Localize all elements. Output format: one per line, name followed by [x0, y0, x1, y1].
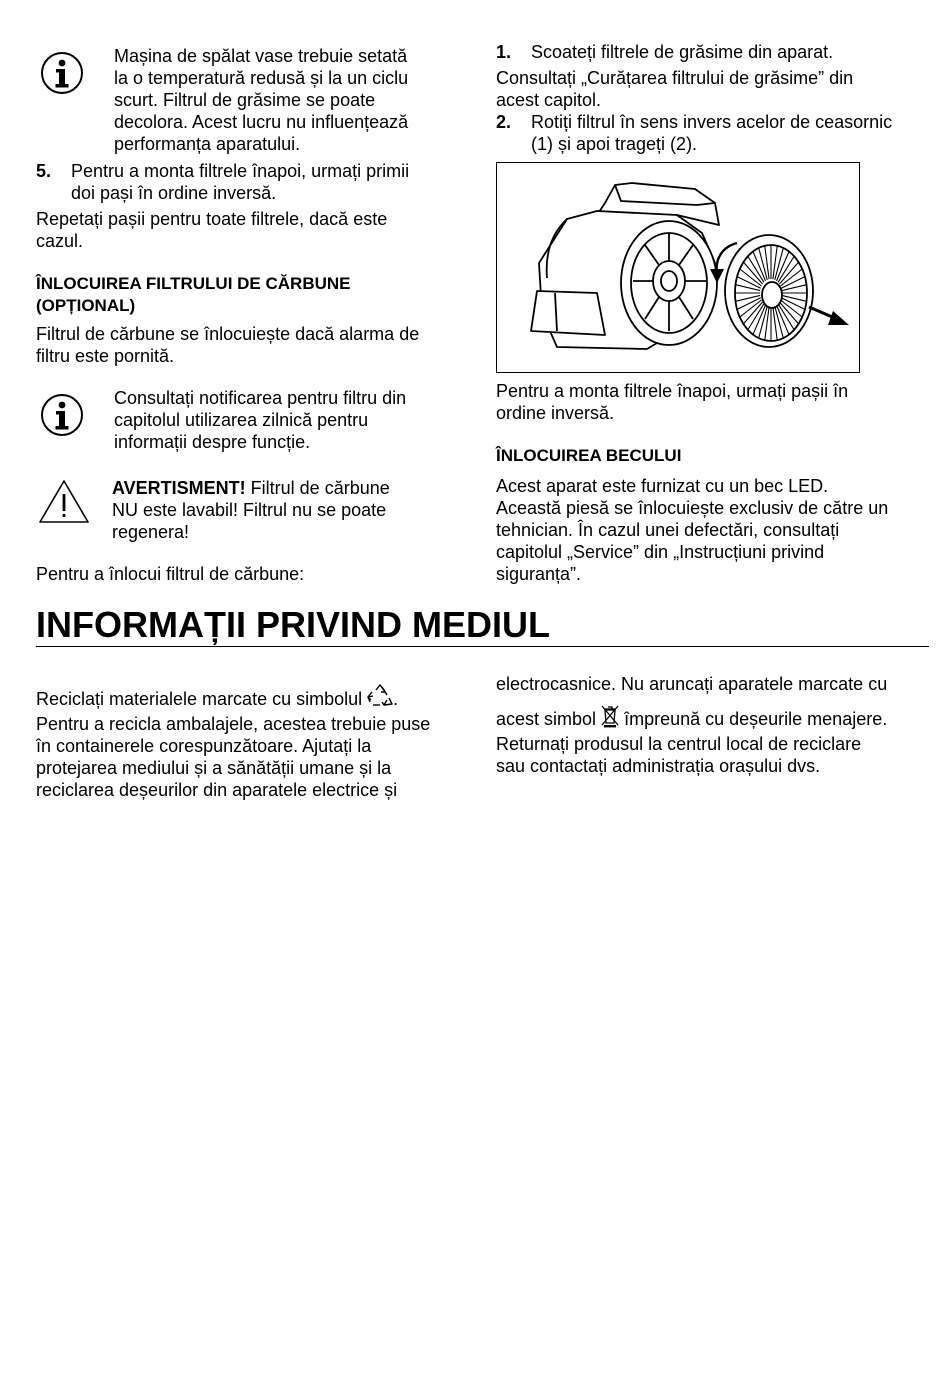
left-column — [36, 45, 466, 585]
info-note-filter — [36, 387, 466, 453]
text-line: informații despre funcție. — [114, 432, 311, 452]
text-line: Acest aparat este furnizat cu un bec LED. — [496, 476, 829, 496]
text-line: capitolul „Service” din „Instrucțiuni privind — [496, 542, 825, 562]
step-2 — [496, 111, 936, 155]
carbon-filter-removal-illustration — [496, 162, 860, 373]
warning-text — [112, 477, 466, 543]
consult-paragraph — [496, 67, 936, 111]
text-line: ordine inversă. — [496, 403, 615, 423]
text-line: performanța aparatului. — [114, 134, 301, 154]
text-line: protejarea mediului și a sănătății umane și la — [36, 758, 392, 778]
info-note-text — [114, 45, 466, 155]
text-line: filtru este pornită. — [36, 346, 175, 366]
text-line: Repetați pașii pentru toate filtrele, dacă este — [36, 209, 388, 229]
text-line: Consultați „Curățarea filtrului de grăsime” din — [496, 68, 854, 88]
text-line: sau contactați administrația orașului dvs. — [496, 756, 821, 776]
step-number: 1. — [496, 42, 512, 62]
text-line: Pentru a monta filtrele înapoi, urmați primii — [71, 161, 410, 181]
text-line: siguranța”. — [496, 564, 582, 584]
warning-text-first: Filtrul de cărbune — [245, 478, 390, 498]
text-line: NU este lavabil! Filtrul nu se poate — [112, 500, 387, 520]
info-note-dishwasher — [36, 45, 466, 155]
step-number: 5. — [36, 161, 52, 181]
text-line: Returnați produsul la centrul local de reciclare — [496, 734, 862, 754]
step-number: 2. — [496, 112, 512, 132]
weee-text-a: acest simbol — [496, 709, 597, 729]
warning-label: AVERTISMENT! — [112, 478, 246, 498]
text-line — [112, 477, 466, 499]
recycle-icon — [367, 684, 393, 713]
text-line — [36, 684, 476, 713]
recycle-text: Reciclați materialele marcate cu simbolul — [36, 689, 363, 709]
right-column-lower — [496, 380, 936, 585]
step-1 — [496, 41, 936, 63]
step-text — [71, 160, 466, 204]
step-text — [531, 111, 936, 155]
warning-note — [36, 477, 466, 543]
heading-line: ÎNLOCUIREA FILTRULUI DE CĂRBUNE — [36, 274, 351, 293]
text-line: (1) și apoi trageți (2). — [531, 134, 698, 154]
text-line: acest capitol. — [496, 90, 602, 110]
recycle-text-end: . — [393, 689, 399, 709]
text-line: în containerele corespunzătoare. Ajutați la — [36, 736, 372, 756]
text-line: scurt. Filtrul de grăsime se poate — [114, 90, 376, 110]
heading-bulb: ÎNLOCUIREA BECULUI — [496, 446, 682, 465]
text-line: Pentru a monta filtrele înapoi, urmați pașii în — [496, 381, 849, 401]
repeat-paragraph — [36, 208, 466, 252]
weee-text-b: împreună cu deșeurile menajere. — [624, 709, 888, 729]
heading-line: (OPȚIONAL) — [36, 296, 136, 315]
text-line: Pentru a recicla ambalajele, acestea trebuie puse — [36, 714, 431, 734]
text-line — [496, 704, 936, 733]
text-line: regenera! — [112, 522, 190, 542]
text-line: capitolul utilizarea zilnică pentru — [114, 410, 369, 430]
text-line: doi pași în ordine inversă. — [71, 183, 277, 203]
carbon-paragraph — [36, 323, 466, 367]
env-right-column — [496, 673, 936, 777]
info-icon — [36, 45, 114, 95]
heading-carbon-filter — [36, 273, 466, 317]
bulb-paragraph — [496, 475, 936, 585]
text-line: Filtrul de cărbune se înlocuiește dacă alarma de — [36, 324, 420, 344]
text-line: electrocasnice. Nu aruncați aparatele marcate cu — [496, 674, 888, 694]
text-line: tehnician. În cazul unei defectări, consultați — [496, 520, 840, 540]
info-icon — [36, 387, 114, 437]
text-line: decolora. Acest lucru nu influențează — [114, 112, 409, 132]
text-line: cazul. — [36, 231, 84, 251]
warning-triangle-icon — [36, 477, 112, 525]
crossed-bin-icon — [601, 704, 619, 733]
text-line: Consultați notificarea pentru filtru din — [114, 388, 407, 408]
text-line: Rotiți filtrul în sens invers acelor de ceasornic — [531, 112, 893, 132]
text-line: Această piesă se înlocuiește exclusiv de către un — [496, 498, 889, 518]
remount-paragraph — [496, 380, 936, 424]
text-line: reciclarea deșeurilor din aparatele electrice și — [36, 780, 398, 800]
text-line: Mașina de spălat vase trebuie setată — [114, 46, 408, 66]
step-text: Scoateți filtrele de grăsime din aparat. — [531, 42, 834, 62]
env-left-column — [36, 684, 476, 801]
right-column — [496, 41, 936, 155]
section-title-environment: INFORMAȚII PRIVIND MEDIUL — [36, 604, 929, 647]
text-line: la o temperatură redusă și la un ciclu — [114, 68, 409, 88]
replace-intro: Pentru a înlocui filtrul de cărbune: — [36, 564, 305, 584]
step-5 — [36, 160, 466, 204]
info-note-text — [114, 387, 466, 453]
